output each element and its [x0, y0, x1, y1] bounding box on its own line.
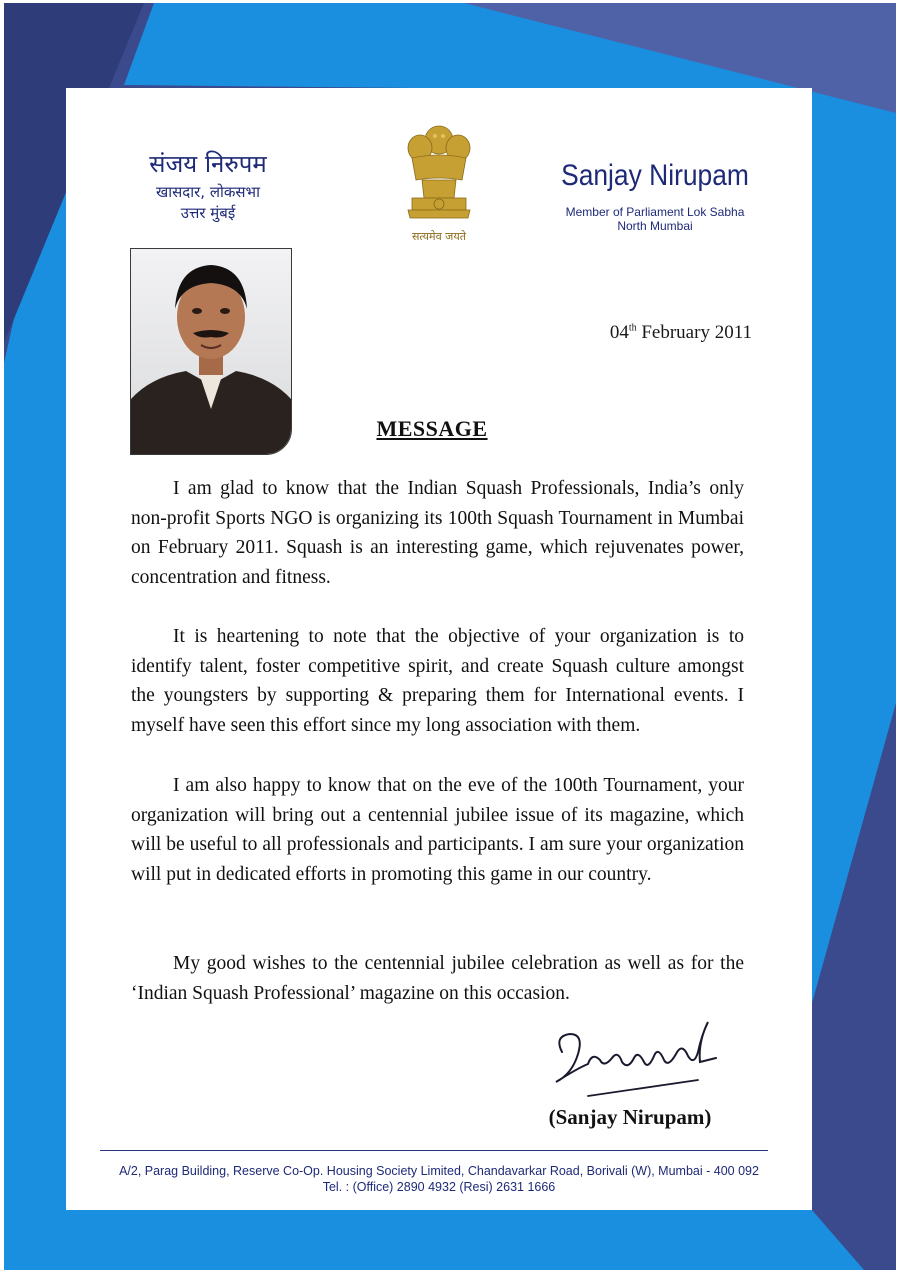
footer-address-block: [70, 1163, 808, 1195]
footer-address: A/2, Parag Building, Reserve Co-Op. Housing Society Limited, Chandavarkar Road, Borivali (W), Mumbai - 400 092: [119, 1164, 759, 1178]
date-suffix: th: [628, 322, 637, 334]
portrait-illustration: [131, 249, 291, 454]
hindi-line-1: खासदार, लोकसभा: [156, 183, 260, 201]
paragraph-4: My good wishes to the centennial jubilee celebration as well as for the ‘Indian Squash Professional’ magazine on this occasion.: [131, 953, 744, 1004]
hindi-designation: [108, 182, 308, 224]
hindi-line-2: उत्तर मुंबई: [180, 204, 236, 222]
date-day: 04: [609, 322, 629, 343]
national-emblem-icon: [398, 118, 480, 248]
paragraph-1: I am glad to know that the Indian Squash Professionals, India’s only non-profit Sports NGO is organizing its 100th Squash Tournament in Mumbai on February 2011. Squash is an interesting game, which rejuvenates power, concentration and fitness.: [131, 478, 744, 588]
portrait-photo: [130, 248, 292, 455]
date-rest: February 2011: [636, 322, 752, 343]
signer-name: (Sanjay Nirupam): [548, 1105, 712, 1129]
hindi-name: संजय निरुपम: [149, 150, 267, 178]
handwritten-signature: [548, 1012, 724, 1100]
english-designation: [520, 205, 790, 233]
english-line-1: Member of Parliament Lok Sabha: [565, 205, 745, 219]
emblem-motto: सत्यमेव जयते: [411, 230, 467, 243]
message-heading: MESSAGE: [376, 416, 488, 441]
paragraph-2: It is heartening to note that the objective of your organization is to identify talent, foster competitive spirit, and create Squash culture amongst the youngsters by supporting & preparing them for International events. I myself have seen this effort since my long association with them.: [131, 626, 744, 736]
footer-phones: Tel. : (Office) 2890 4932 (Resi) 2631 1666: [322, 1180, 556, 1194]
footer-divider: [100, 1150, 768, 1151]
paragraph-3: I am also happy to know that on the eve of the 100th Tournament, your organization will bring out a centennial jubilee issue of its magazine, which will be useful to all professionals and participants. I am sure your organization will put in dedicated efforts in promoting this game in our country.: [131, 775, 744, 885]
english-name: Sanjay Nirupam: [561, 159, 749, 192]
english-line-2: North Mumbai: [617, 219, 693, 233]
letter-date: [520, 322, 752, 344]
